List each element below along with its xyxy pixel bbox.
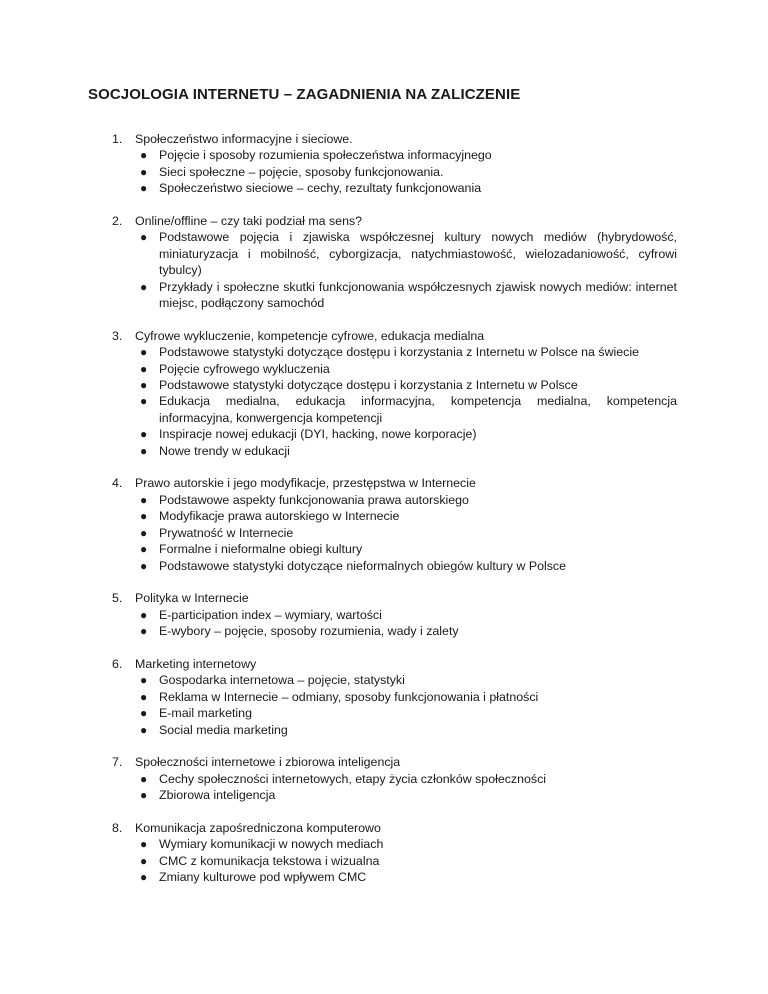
topic-section [113, 131, 677, 197]
subtopic-text: Podstawowe pojęcia i zjawiska współczesnej kultury nowych mediów (hybrydowość, miniaturyzacja i mobilność, cyborgizacja, natychmiastowość, wielozadaniowość, cyfrowi tybulcy) [159, 230, 677, 278]
subtopic-item [140, 443, 677, 459]
topic-title: Prawo autorskie i jego modyfikacje, przestępstwa w Internecie [135, 476, 476, 491]
subtopic-item [140, 279, 677, 312]
subtopic-text: Formalne i nieformalne obiegi kultury [159, 542, 363, 557]
bullet-icon: ● [140, 870, 148, 885]
bullet-icon: ● [140, 164, 148, 179]
topic-number: 3. [112, 328, 123, 343]
bullet-icon: ● [140, 722, 148, 737]
subtopic-text: E-wybory – pojęcie, sposoby rozumienia, wady i zalety [159, 624, 459, 639]
subtopic-item [140, 229, 677, 278]
subtopic-item [140, 147, 677, 163]
subtopic-text: Reklama w Internecie – odmiany, sposoby funkcjonowania i płatności [159, 689, 539, 704]
subtopic-text: CMC z komunikacja tekstowa i wizualna [159, 853, 380, 868]
subtopic-item [140, 426, 677, 442]
subtopic-list [113, 836, 677, 885]
subtopic-text: Social media marketing [159, 722, 288, 737]
subtopic-item [140, 722, 677, 738]
subtopic-list [113, 229, 677, 311]
subtopic-text: E-participation index – wymiary, wartości [159, 607, 382, 622]
subtopic-list [113, 607, 677, 640]
subtopic-text: Inspiracje nowej edukacji (DYI, hacking, nowe korporacje) [159, 427, 477, 442]
subtopic-text: Cechy społeczności internetowych, etapy życia członków społeczności [159, 771, 547, 786]
subtopic-item [140, 558, 677, 574]
topic-title: Komunikacja zapośredniczona komputerowo [135, 820, 381, 835]
bullet-icon: ● [140, 771, 148, 786]
subtopic-item [140, 623, 677, 639]
subtopic-list [113, 344, 677, 459]
subtopic-item [140, 771, 677, 787]
subtopic-text: Zmiany kulturowe pod wpływem CMC [159, 870, 367, 885]
subtopic-text: Prywatność w Internecie [159, 525, 294, 540]
bullet-icon: ● [140, 230, 148, 245]
bullet-icon: ● [140, 378, 148, 393]
subtopic-text: Społeczeństwo sieciowe – cechy, rezultaty funkcjonowania [159, 181, 482, 196]
document-title: SOCJOLOGIA INTERNETU – ZAGADNIENIA NA ZALICZENIE [88, 86, 521, 103]
topic-title: Społeczeństwo informacyjne i sieciowe. [135, 132, 353, 146]
subtopic-text: Przykłady i społeczne skutki funkcjonowania współczesnych zjawisk nowych mediów: internet miejsc, podłączony samochód [159, 279, 677, 311]
bullet-icon: ● [140, 525, 148, 540]
subtopic-item [140, 180, 677, 196]
bullet-icon: ● [140, 853, 148, 868]
bullet-icon: ● [140, 673, 148, 688]
subtopic-text: Podstawowe statystyki dotyczące dostępu i korzystania z Internetu w Polsce [159, 378, 578, 393]
subtopic-text: Pojęcie i sposoby rozumienia społeczeństwa informacyjnego [159, 148, 492, 163]
subtopic-text: Gospodarka internetowa – pojęcie, statystyki [159, 673, 405, 688]
subtopic-item [140, 541, 677, 557]
subtopic-item [140, 492, 677, 508]
bullet-icon: ● [140, 427, 148, 442]
subtopic-item [140, 164, 677, 180]
subtopic-text: Podstawowe statystyki dotyczące nieformalnych obiegów kultury w Polsce [159, 558, 567, 573]
topic-section [113, 754, 677, 803]
bullet-icon: ● [140, 624, 148, 639]
topic-title: Polityka w Internecie [135, 591, 249, 606]
subtopic-item [140, 361, 677, 377]
topic-number: 7. [112, 755, 123, 770]
topic-title: Marketing internetowy [135, 656, 257, 671]
bullet-icon: ● [140, 394, 148, 409]
topic-section [113, 590, 677, 639]
bullet-icon: ● [140, 788, 148, 803]
bullet-icon: ● [140, 345, 148, 360]
bullet-icon: ● [140, 706, 148, 721]
bullet-icon: ● [140, 279, 148, 294]
topic-number: 4. [112, 476, 123, 491]
topic-section [113, 213, 677, 311]
topic-title: Cyfrowe wykluczenie, kompetencje cyfrowe, edukacja medialna [135, 328, 485, 343]
subtopic-list [113, 492, 677, 574]
subtopic-item [140, 393, 677, 426]
subtopic-list [113, 771, 677, 804]
topic-title: Społeczności internetowe i zbiorowa inteligencja [135, 755, 401, 770]
topic-section [113, 656, 677, 738]
bullet-icon: ● [140, 361, 148, 376]
subtopic-text: Modyfikacje prawa autorskiego w Internecie [159, 509, 400, 524]
topic-number: 6. [112, 656, 123, 671]
subtopic-text: Wymiary komunikacji w nowych mediach [159, 837, 384, 852]
topic-number: 2. [112, 214, 123, 229]
topic-section [113, 475, 677, 573]
subtopic-text: Nowe trendy w edukacji [159, 443, 290, 458]
subtopic-item [140, 672, 677, 688]
subtopic-list [113, 672, 677, 738]
topic-number: 8. [112, 820, 123, 835]
subtopic-text: Podstawowe statystyki dotyczące dostępu i korzystania z Internetu w Polsce na świecie [159, 345, 640, 360]
bullet-icon: ● [140, 181, 148, 196]
topic-list [113, 131, 677, 902]
bullet-icon: ● [140, 148, 148, 163]
topic-section [113, 328, 677, 459]
subtopic-item [140, 869, 677, 885]
subtopic-item [140, 344, 677, 360]
subtopic-item [140, 607, 677, 623]
bullet-icon: ● [140, 607, 148, 622]
bullet-icon: ● [140, 837, 148, 852]
bullet-icon: ● [140, 509, 148, 524]
subtopic-item [140, 853, 677, 869]
topic-number: 5. [112, 591, 123, 606]
subtopic-text: Edukacja medialna, edukacja informacyjna, kompetencja medialna, kompetencja informacyjna, konwergencja kompetencji [159, 394, 677, 425]
subtopic-text: Sieci społeczne – pojęcie, sposoby funkcjonowania. [159, 164, 444, 179]
topic-title: Online/offline – czy taki podział ma sens? [135, 214, 363, 229]
bullet-icon: ● [140, 558, 148, 573]
subtopic-item [140, 689, 677, 705]
subtopic-text: Podstawowe aspekty funkcjonowania prawa autorskiego [159, 492, 469, 507]
subtopic-item [140, 525, 677, 541]
subtopic-item [140, 705, 677, 721]
subtopic-item [140, 377, 677, 393]
subtopic-item [140, 836, 677, 852]
bullet-icon: ● [140, 443, 148, 458]
subtopic-text: Zbiorowa inteligencja [159, 788, 276, 803]
subtopic-text: E-mail marketing [159, 706, 252, 721]
bullet-icon: ● [140, 492, 148, 507]
subtopic-item [140, 787, 677, 803]
bullet-icon: ● [140, 542, 148, 557]
bullet-icon: ● [140, 689, 148, 704]
subtopic-list [113, 147, 677, 196]
subtopic-item [140, 508, 677, 524]
subtopic-text: Pojęcie cyfrowego wykluczenia [159, 361, 330, 376]
topic-number: 1. [112, 132, 123, 146]
topic-section [113, 820, 677, 886]
